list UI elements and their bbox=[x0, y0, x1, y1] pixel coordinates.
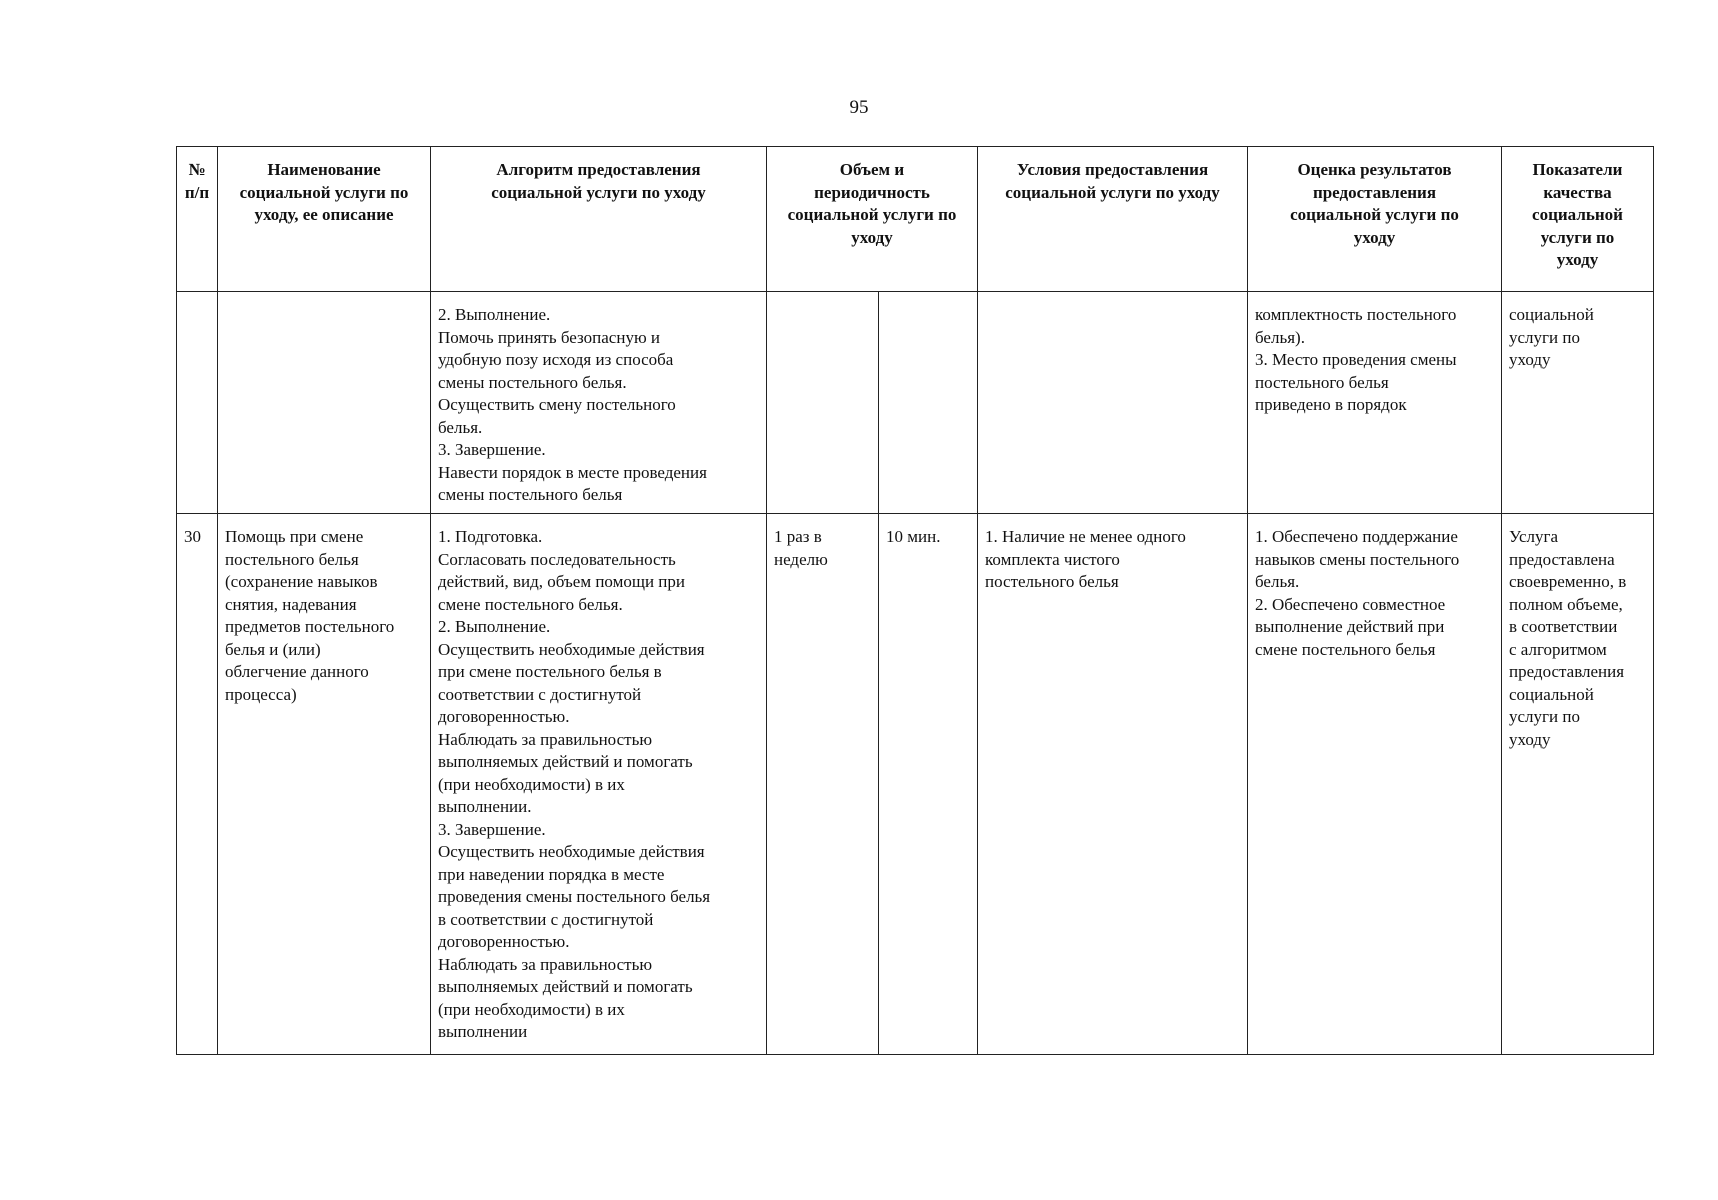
services-table bbox=[176, 146, 1654, 1055]
cell-periodicity: 1 раз в неделю bbox=[767, 514, 879, 1055]
cell-algorithm: 1. Подготовка. Согласовать последовательность действий, вид, объем помощи при смене постельного белья. 2. Выполнение. Осуществить необходимые действия при смене постельного белья в соответствии с достигнутой договоренностью. Наблюдать за правильностью выполняемых действий и помогать (при необходимости) в их выполнении. 3. Завершение. Осуществить необходимые действия при наведении порядка в месте проведения смены постельного белья в соответствии с достигнутой договоренностью. Наблюдать за правильностью выполняемых действий и помогать (при необходимости) в их выполнении bbox=[431, 514, 767, 1055]
cell-number bbox=[177, 292, 218, 514]
cell-quality: социальной услуги по уходу bbox=[1502, 292, 1654, 514]
header-number: № п/п bbox=[177, 147, 218, 292]
cell-conditions bbox=[978, 292, 1248, 514]
cell-evaluation: 1. Обеспечено поддержание навыков смены постельного белья. 2. Обеспечено совместное выполнение действий при смене постельного белья bbox=[1248, 514, 1502, 1055]
cell-service-name: Помощь при смене постельного белья (сохранение навыков снятия, надевания предметов постельного белья и (или) облегчение данного процесса) bbox=[218, 514, 431, 1055]
cell-quality: Услуга предоставлена своевременно, в полном объеме, в соответствии с алгоритмом предоставления социальной услуги по уходу bbox=[1502, 514, 1654, 1055]
cell-number: 30 bbox=[177, 514, 218, 1055]
cell-evaluation: комплектность постельного белья). 3. Место проведения смены постельного белья приведено в порядок bbox=[1248, 292, 1502, 514]
header-algorithm: Алгоритм предоставления социальной услуги по уходу bbox=[431, 147, 767, 292]
table-row bbox=[177, 292, 1654, 514]
cell-duration bbox=[879, 292, 978, 514]
header-quality: Показатели качества социальной услуги по уходу bbox=[1502, 147, 1654, 292]
table-header-row bbox=[177, 147, 1654, 292]
cell-service-name bbox=[218, 292, 431, 514]
cell-conditions: 1. Наличие не менее одного комплекта чистого постельного белья bbox=[978, 514, 1248, 1055]
header-service-name: Наименование социальной услуги по уходу, ее описание bbox=[218, 147, 431, 292]
cell-periodicity bbox=[767, 292, 879, 514]
table-row bbox=[177, 514, 1654, 1055]
cell-algorithm: 2. Выполнение. Помочь принять безопасную и удобную позу исходя из способа смены постельного белья. Осуществить смену постельного белья. 3. Завершение. Навести порядок в месте проведения смены постельного белья bbox=[431, 292, 767, 514]
header-volume-periodicity: Объем и периодичность социальной услуги по уходу bbox=[767, 147, 978, 292]
header-conditions: Условия предоставления социальной услуги по уходу bbox=[978, 147, 1248, 292]
cell-duration: 10 мин. bbox=[879, 514, 978, 1055]
page-number: 95 bbox=[849, 97, 869, 118]
header-evaluation: Оценка результатов предоставления социальной услуги по уходу bbox=[1248, 147, 1502, 292]
